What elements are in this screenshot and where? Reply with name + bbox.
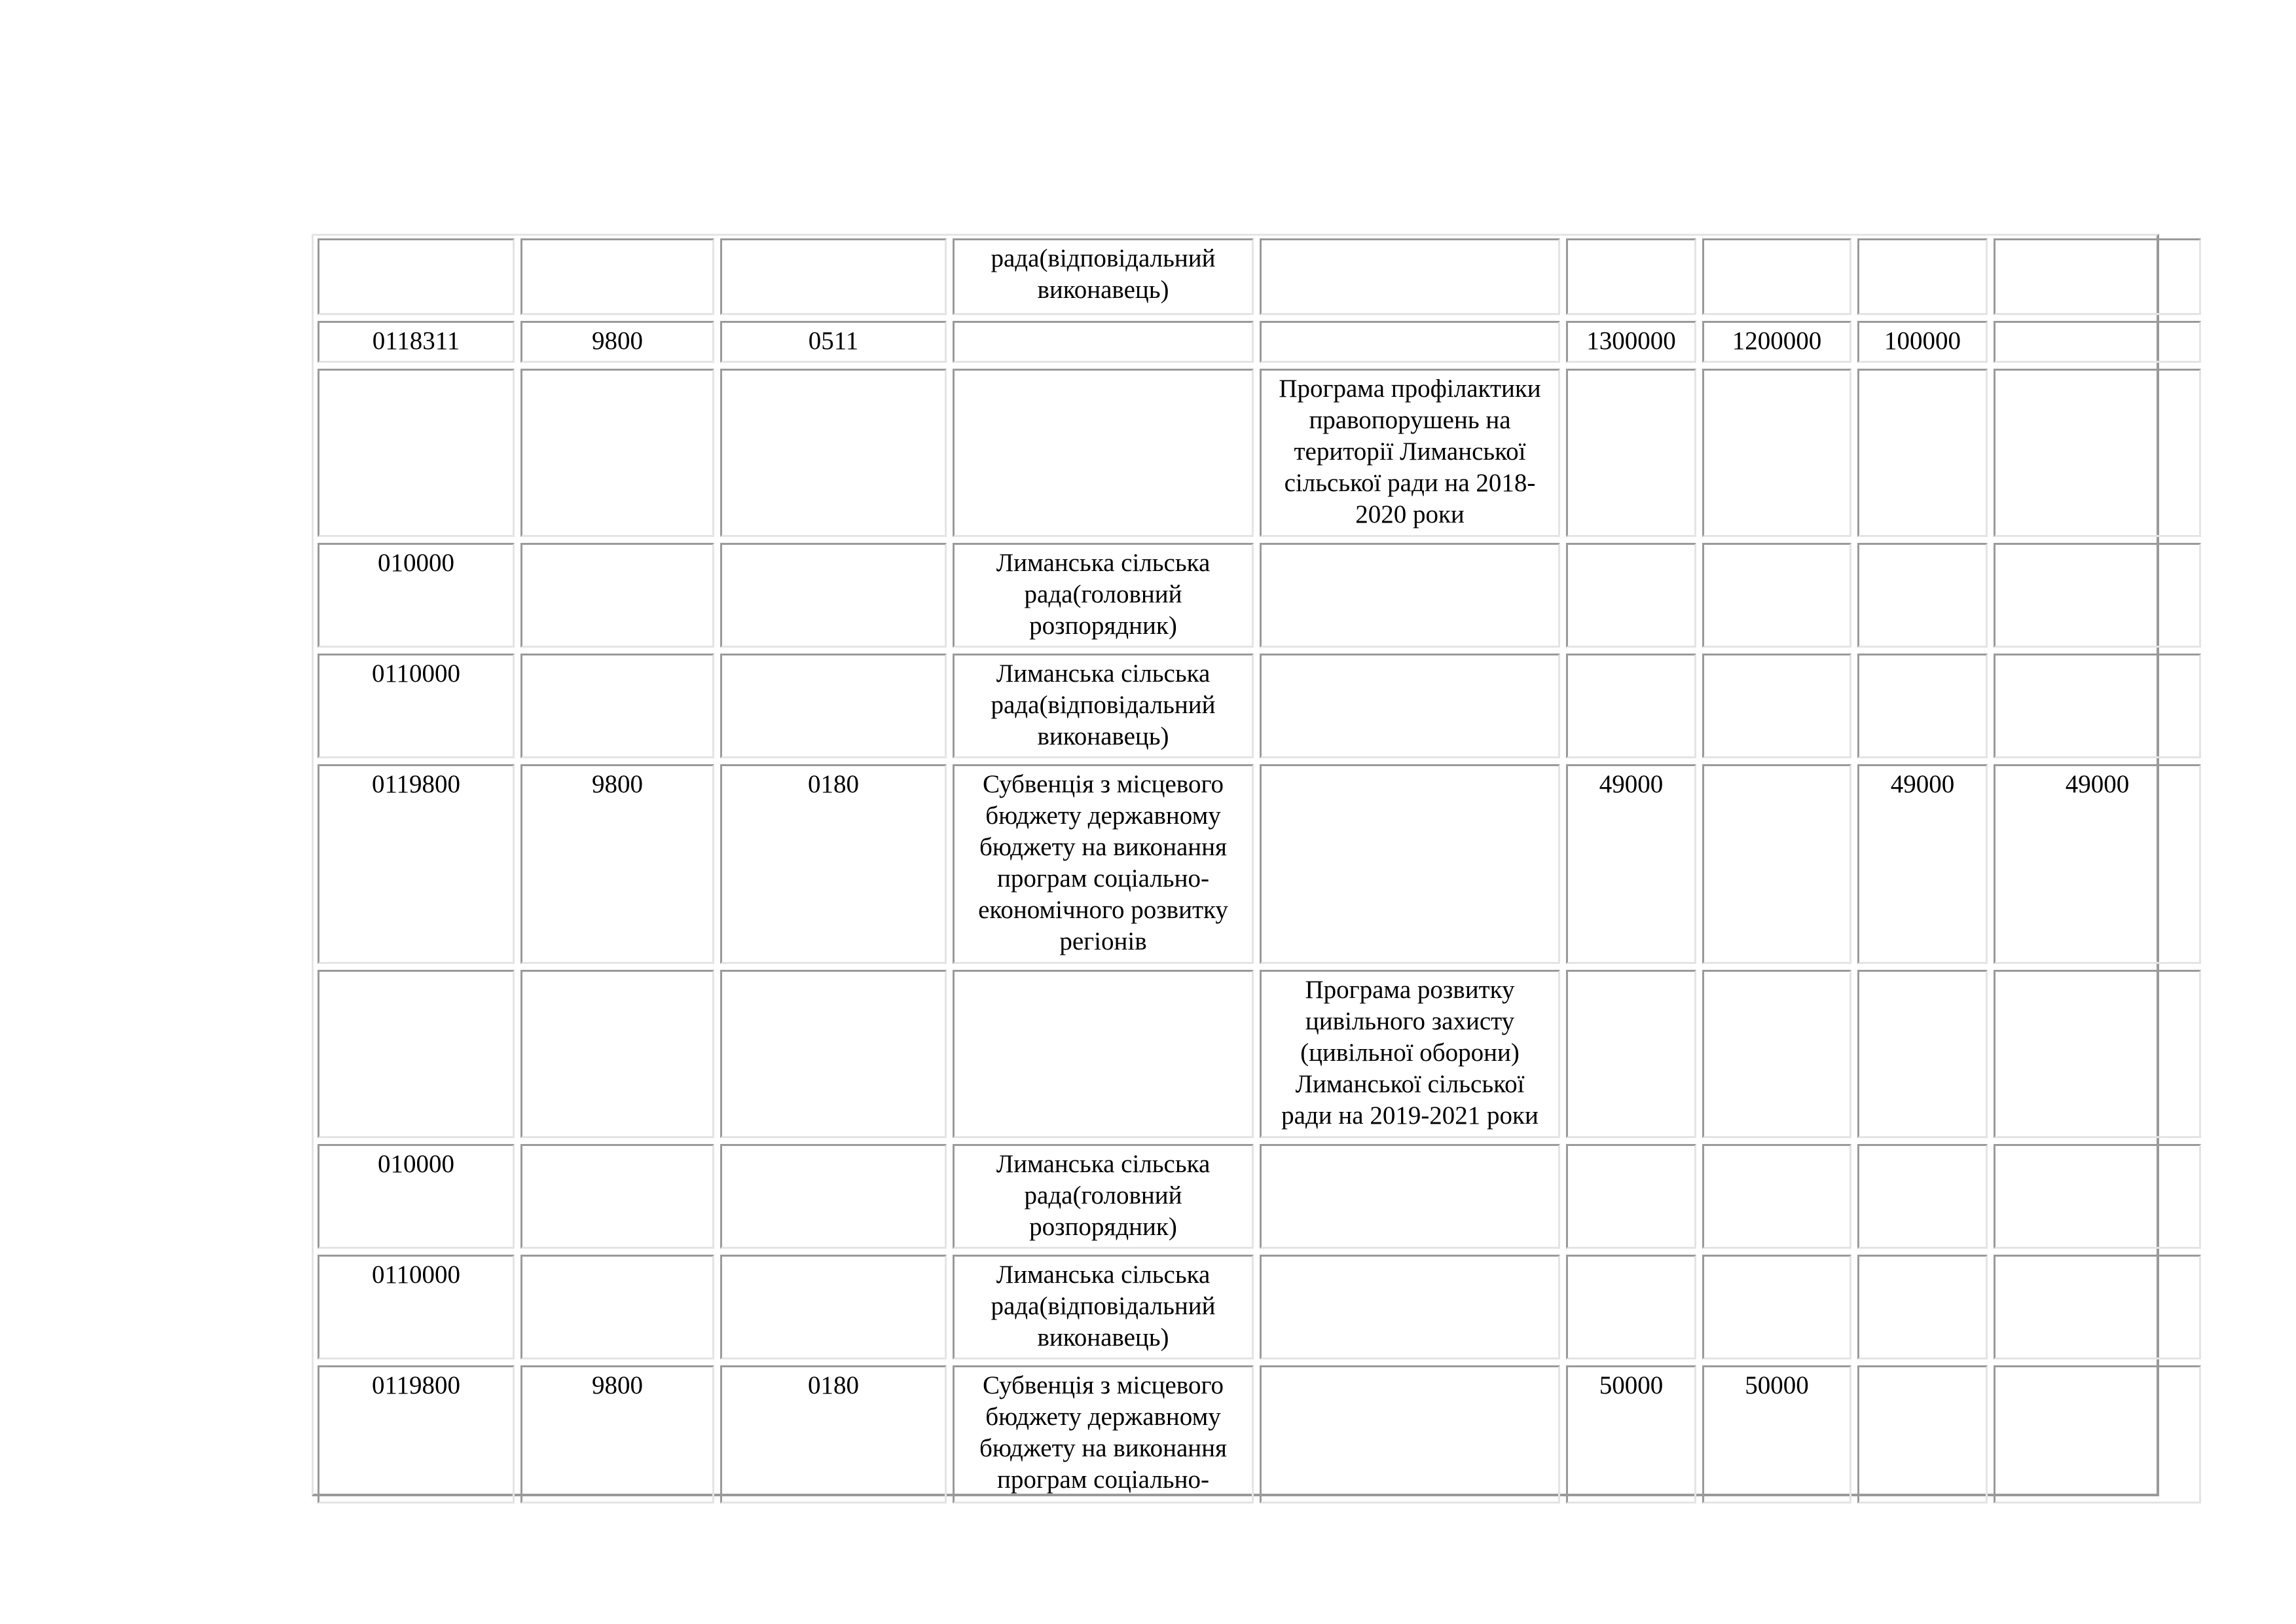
program-name-cell (1260, 1144, 1560, 1249)
development-budget-cell (1994, 238, 2201, 315)
entity-name-cell: Лиманська сільська рада(головний розпорядник) (953, 543, 1254, 648)
kpkv-code-cell: 0110000 (318, 1255, 515, 1359)
total-amount-cell (1566, 1255, 1696, 1359)
kpkv-code-cell: 0110000 (318, 654, 515, 758)
development-budget-cell: 49000 (1994, 764, 2201, 964)
general-fund-cell (1702, 654, 1851, 758)
special-fund-cell (1857, 543, 1988, 648)
kfkvk-code-cell: 0511 (720, 321, 947, 363)
kfk-code-cell (520, 543, 714, 648)
total-amount-cell (1566, 1144, 1696, 1249)
entity-name-cell: Субвенція з місцевого бюджету державному бюджету на виконання програм соціально-економічного розвитку регіонів (953, 764, 1254, 964)
special-fund-cell (1857, 238, 1988, 315)
kfkvk-code-cell (720, 543, 947, 648)
table-row (318, 238, 2201, 315)
kfkvk-code-cell (720, 970, 947, 1138)
kpkv-code-cell: 0119800 (318, 764, 515, 964)
development-budget-cell (1994, 369, 2201, 537)
kpkv-code-cell (318, 369, 515, 537)
special-fund-cell (1857, 970, 1988, 1138)
kpkv-code-cell: 010000 (318, 1144, 515, 1249)
total-amount-cell (1566, 970, 1696, 1138)
entity-name-cell: Лиманська сільська рада(відповідальний виконавець) (953, 1255, 1254, 1359)
development-budget-cell (1994, 654, 2201, 758)
development-budget-cell (1994, 1255, 2201, 1359)
total-amount-cell (1566, 654, 1696, 758)
kfkvk-code-cell (720, 369, 947, 537)
table-row (318, 369, 2201, 537)
program-name-cell (1260, 1365, 1560, 1504)
program-name-cell (1260, 543, 1560, 648)
total-amount-cell (1566, 369, 1696, 537)
kfk-code-cell: 9800 (520, 764, 714, 964)
total-amount-cell: 50000 (1566, 1365, 1696, 1504)
kfk-code-cell (520, 654, 714, 758)
table-row (318, 543, 2201, 648)
kfkvk-code-cell (720, 1255, 947, 1359)
program-name-cell (1260, 238, 1560, 315)
special-fund-cell (1857, 1255, 1988, 1359)
table-row (318, 1255, 2201, 1359)
entity-name-cell: Лиманська сільська рада(головний розпорядник) (953, 1144, 1254, 1249)
general-fund-cell (1702, 1255, 1851, 1359)
kfkvk-code-cell: 0180 (720, 764, 947, 964)
program-name-cell (1260, 764, 1560, 964)
kfkvk-code-cell (720, 654, 947, 758)
program-name-cell: Програма профілактики правопорушень на території Лиманської сільської ради на 2018-2020 роки (1260, 369, 1560, 537)
entity-name-cell: Лиманська сільська рада(відповідальний виконавець) (953, 654, 1254, 758)
program-name-cell (1260, 654, 1560, 758)
budget-table-container (312, 234, 2159, 1496)
kpkv-code-cell: 0119800 (318, 1365, 515, 1504)
general-fund-cell (1702, 1144, 1851, 1249)
table-row (318, 1144, 2201, 1249)
development-budget-cell (1994, 1144, 2201, 1249)
special-fund-cell (1857, 369, 1988, 537)
budget-table (312, 238, 2207, 1504)
entity-name-cell (953, 970, 1254, 1138)
kpkv-code-cell: 0118311 (318, 321, 515, 363)
entity-name-cell (953, 321, 1254, 363)
development-budget-cell (1994, 321, 2201, 363)
general-fund-cell (1702, 369, 1851, 537)
kpkv-code-cell (318, 970, 515, 1138)
entity-name-cell: рада(відповідальний виконавець) (953, 238, 1254, 315)
development-budget-cell (1994, 1365, 2201, 1504)
general-fund-cell (1702, 238, 1851, 315)
table-row (318, 654, 2201, 758)
development-budget-cell (1994, 970, 2201, 1138)
development-budget-cell (1994, 543, 2201, 648)
table-row (318, 321, 2201, 363)
special-fund-cell: 49000 (1857, 764, 1988, 964)
kfk-code-cell (520, 970, 714, 1138)
table-row (318, 970, 2201, 1138)
kpkv-code-cell: 010000 (318, 543, 515, 648)
program-name-cell (1260, 1255, 1560, 1359)
table-row (318, 1365, 2201, 1504)
special-fund-cell (1857, 654, 1988, 758)
program-name-cell (1260, 321, 1560, 363)
program-name-cell: Програма розвитку цивільного захисту (цивільної оборони) Лиманської сільської ради на 2019-2021 роки (1260, 970, 1560, 1138)
entity-name-cell: Субвенція з місцевого бюджету державному бюджету на виконання програм соціально- (953, 1365, 1254, 1504)
general-fund-cell: 1200000 (1702, 321, 1851, 363)
special-fund-cell (1857, 1365, 1988, 1504)
kfk-code-cell (520, 1255, 714, 1359)
special-fund-cell: 100000 (1857, 321, 1988, 363)
general-fund-cell: 50000 (1702, 1365, 1851, 1504)
kfk-code-cell: 9800 (520, 1365, 714, 1504)
general-fund-cell (1702, 764, 1851, 964)
entity-name-cell (953, 369, 1254, 537)
kpkv-code-cell (318, 238, 515, 315)
total-amount-cell (1566, 543, 1696, 648)
kfk-code-cell: 9800 (520, 321, 714, 363)
kfkvk-code-cell (720, 1144, 947, 1249)
table-row (318, 764, 2201, 964)
kfk-code-cell (520, 1144, 714, 1249)
total-amount-cell: 49000 (1566, 764, 1696, 964)
total-amount-cell (1566, 238, 1696, 315)
kfk-code-cell (520, 238, 714, 315)
kfkvk-code-cell: 0180 (720, 1365, 947, 1504)
kfk-code-cell (520, 369, 714, 537)
general-fund-cell (1702, 970, 1851, 1138)
special-fund-cell (1857, 1144, 1988, 1249)
kfkvk-code-cell (720, 238, 947, 315)
general-fund-cell (1702, 543, 1851, 648)
total-amount-cell: 1300000 (1566, 321, 1696, 363)
